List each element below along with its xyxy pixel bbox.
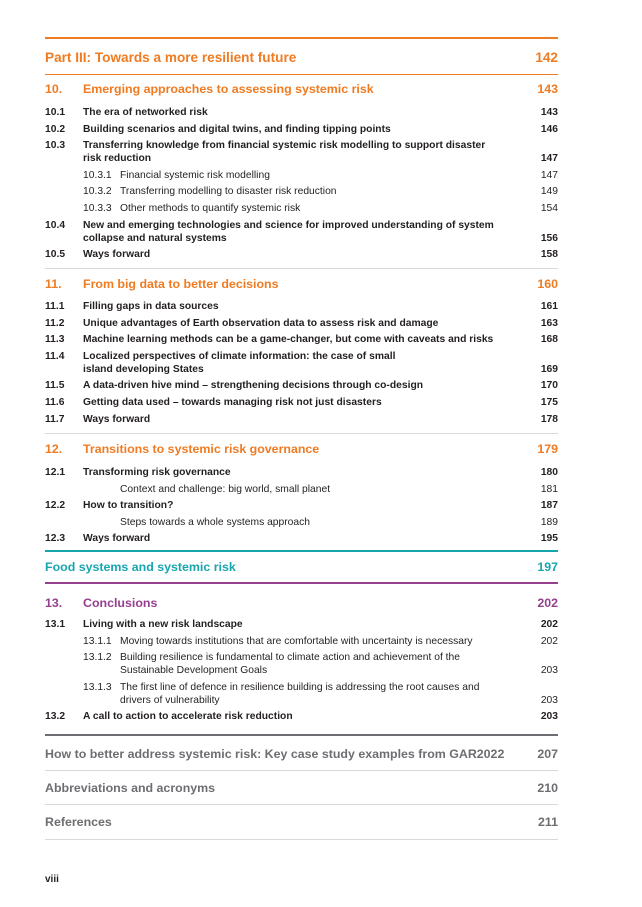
entry-title: Other methods to quantify systemic risk bbox=[120, 202, 301, 214]
food-systems-heading[interactable] bbox=[45, 560, 558, 574]
entry-title: The era of networked risk bbox=[83, 107, 208, 118]
entry-number: 10.3.2 bbox=[83, 186, 112, 198]
back-entry-abbreviations[interactable] bbox=[45, 781, 558, 795]
food-systems-title: Food systems and systemic risk bbox=[45, 560, 236, 574]
entry-page: 170 bbox=[540, 380, 558, 392]
entry-page: 178 bbox=[540, 413, 558, 425]
toc-entry-11-3[interactable] bbox=[45, 333, 558, 346]
chapter-12-list bbox=[45, 466, 558, 549]
chapter-13-page: 202 bbox=[537, 596, 558, 610]
entry-page: 202 bbox=[540, 635, 558, 647]
back-entry-references[interactable] bbox=[45, 815, 558, 829]
toc-entry-11-4[interactable] bbox=[45, 350, 558, 376]
entry-number: 12.3 bbox=[45, 533, 66, 545]
toc-entry-12-2[interactable] bbox=[45, 499, 558, 512]
entry-number: 10.1 bbox=[45, 107, 66, 118]
chapter-13-number: 13. bbox=[45, 596, 63, 610]
divider bbox=[45, 770, 558, 771]
toc-entry-12-1[interactable] bbox=[45, 466, 558, 479]
back-matter-rule bbox=[45, 734, 558, 736]
footer-page-number: viii bbox=[45, 874, 59, 885]
entry-title: Machine learning methods can be a game-changer, but come with caveats and risks bbox=[83, 334, 494, 346]
toc-entry-13-2[interactable] bbox=[45, 710, 558, 723]
chapter-10-number: 10. bbox=[45, 82, 63, 96]
entry-page: 158 bbox=[540, 249, 558, 261]
entry-page: 187 bbox=[540, 500, 558, 512]
entry-title: Transforming risk governance bbox=[83, 467, 231, 478]
divider bbox=[45, 804, 558, 805]
food-systems-page: 197 bbox=[537, 560, 558, 574]
back-entry-case-studies[interactable] bbox=[45, 747, 558, 761]
back-entry-page: 207 bbox=[537, 747, 558, 761]
entry-title: A call to action to accelerate risk reduction bbox=[83, 711, 293, 723]
toc-entry-11-6[interactable] bbox=[45, 396, 558, 409]
entry-title: Steps towards a whole systems approach bbox=[120, 516, 311, 528]
food-bottom-rule bbox=[45, 582, 558, 584]
divider bbox=[45, 839, 558, 840]
entry-title: Filling gaps in data sources bbox=[83, 301, 219, 312]
toc-entry-11-2[interactable] bbox=[45, 317, 558, 330]
entry-number: 10.3.1 bbox=[83, 169, 112, 181]
entry-page: 147 bbox=[540, 169, 558, 181]
entry-page: 147 bbox=[540, 153, 558, 165]
entry-number: 11.5 bbox=[45, 380, 65, 392]
entry-number: 13.1.3 bbox=[83, 681, 112, 693]
entry-page: 169 bbox=[540, 363, 558, 375]
entry-title: A data-driven hive mind – strengthening decisions through co-design bbox=[83, 380, 424, 392]
toc-entry-13-1-1[interactable] bbox=[45, 635, 558, 648]
entry-number: 11.2 bbox=[45, 317, 65, 329]
chapter-12-number: 12. bbox=[45, 442, 63, 456]
entry-number: 10.3.3 bbox=[83, 202, 112, 214]
toc-entry-13-1-2[interactable] bbox=[45, 651, 558, 677]
part3-top-rule bbox=[45, 37, 558, 39]
chapter-10-list bbox=[45, 106, 558, 265]
entry-page: 175 bbox=[540, 396, 558, 408]
entry-page: 180 bbox=[540, 467, 558, 478]
entry-page: 146 bbox=[540, 123, 558, 135]
back-entry-page: 211 bbox=[538, 815, 558, 829]
entry-title: How to transition? bbox=[83, 500, 174, 512]
entry-number: 13.1.2 bbox=[83, 652, 112, 664]
entry-number: 13.1.1 bbox=[83, 635, 112, 647]
chapter-12-page: 179 bbox=[537, 442, 558, 456]
chapter-12-heading[interactable] bbox=[45, 442, 558, 456]
chapter-10-title: Emerging approaches to assessing systemic risk bbox=[83, 82, 374, 96]
toc-entry-10-5[interactable] bbox=[45, 248, 558, 261]
chapter-10-page: 143 bbox=[537, 82, 558, 96]
chapter-13-title: Conclusions bbox=[83, 596, 158, 610]
entry-page: 163 bbox=[540, 317, 558, 329]
entry-number: 13.1 bbox=[45, 619, 66, 630]
chapter-11-list bbox=[45, 300, 558, 429]
entry-page: 154 bbox=[540, 202, 558, 214]
toc-entry-11-5[interactable] bbox=[45, 379, 558, 392]
chapter-11-page: 160 bbox=[537, 277, 558, 291]
entry-page: 143 bbox=[540, 107, 558, 118]
part3-heading[interactable] bbox=[45, 50, 558, 65]
entry-title: Getting data used – towards managing risk not just disasters bbox=[83, 396, 382, 408]
divider bbox=[45, 433, 558, 434]
entry-title: Transferring knowledge from financial systemic risk modelling to support disaster risk reduction bbox=[83, 140, 486, 165]
toc-entry-11-1[interactable] bbox=[45, 300, 558, 313]
entry-number: 11.7 bbox=[45, 413, 65, 425]
back-entry-title: References bbox=[45, 815, 112, 829]
entry-page: 202 bbox=[540, 619, 558, 630]
entry-number: 11.4 bbox=[45, 350, 65, 362]
entry-page: 161 bbox=[540, 301, 558, 312]
divider bbox=[45, 268, 558, 269]
entry-number: 12.1 bbox=[45, 467, 66, 478]
entry-title: Context and challenge: big world, small planet bbox=[120, 483, 331, 495]
entry-title: Unique advantages of Earth observation data to assess risk and damage bbox=[83, 317, 439, 329]
toc-entry-10-3-2[interactable] bbox=[45, 185, 558, 198]
toc-entry-11-7[interactable] bbox=[45, 413, 558, 426]
entry-page: 203 bbox=[540, 711, 558, 723]
toc-entry-10-3-3[interactable] bbox=[45, 202, 558, 215]
toc-entry-10-3-1[interactable] bbox=[45, 169, 558, 182]
chapter-13-heading[interactable] bbox=[45, 596, 558, 610]
entry-title: Living with a new risk landscape bbox=[83, 619, 243, 630]
part3-page: 142 bbox=[535, 50, 558, 65]
entry-title: Building scenarios and digital twins, and finding tipping points bbox=[83, 123, 391, 135]
toc-entry-13-1-3[interactable] bbox=[45, 681, 558, 707]
entry-number: 11.3 bbox=[45, 334, 65, 346]
entry-page: 181 bbox=[540, 483, 558, 495]
chapter-13-list bbox=[45, 618, 558, 727]
entry-number: 10.4 bbox=[45, 219, 66, 231]
back-entry-title: How to better address systemic risk: Key case study examples from GAR2022 bbox=[45, 747, 505, 761]
entry-page: 168 bbox=[540, 334, 558, 346]
entry-number: 10.5 bbox=[45, 249, 66, 261]
entry-number: 11.1 bbox=[45, 301, 65, 312]
entry-title: Financial systemic risk modelling bbox=[120, 169, 270, 181]
entry-title: Transferring modelling to disaster risk reduction bbox=[120, 186, 337, 198]
entry-number: 11.6 bbox=[45, 396, 65, 408]
entry-page: 189 bbox=[540, 516, 558, 528]
entry-title: Ways forward bbox=[83, 533, 151, 545]
toc-entry-10-2[interactable] bbox=[45, 123, 558, 136]
back-entry-page: 210 bbox=[537, 781, 558, 795]
toc-entry-10-3[interactable] bbox=[45, 139, 558, 165]
entry-page: 195 bbox=[540, 533, 558, 545]
toc-entry-12-3[interactable] bbox=[45, 532, 558, 545]
entry-number: 10.3 bbox=[45, 140, 66, 152]
entry-title: Ways forward bbox=[83, 413, 151, 425]
chapter-10-heading[interactable] bbox=[45, 82, 558, 96]
chapter-11-number: 11. bbox=[45, 277, 62, 291]
part3-bottom-rule bbox=[45, 74, 558, 75]
entry-number: 10.2 bbox=[45, 123, 66, 135]
entry-page: 203 bbox=[540, 665, 558, 677]
part3-title: Part III: Towards a more resilient future bbox=[45, 50, 297, 65]
entry-title: New and emerging technologies and science for improved understanding of system collapse and natural systems bbox=[83, 219, 494, 244]
entry-page: 149 bbox=[540, 186, 558, 198]
entry-title: Moving towards institutions that are comfortable with uncertainty is necessary bbox=[120, 635, 473, 647]
back-entry-title: Abbreviations and acronyms bbox=[45, 781, 216, 795]
chapter-11-title: From big data to better decisions bbox=[83, 277, 279, 291]
entry-number: 13.2 bbox=[45, 711, 66, 723]
toc-entry-12-1-sub[interactable] bbox=[45, 483, 558, 496]
entry-title: The first line of defence in resilience building is addressing the root causes and drivers of vulnerability bbox=[120, 681, 480, 706]
entry-page: 203 bbox=[540, 694, 558, 706]
chapter-11-heading[interactable] bbox=[45, 277, 558, 291]
toc-entry-13-1[interactable] bbox=[45, 618, 558, 631]
food-top-rule bbox=[45, 550, 558, 552]
entry-title: Ways forward bbox=[83, 249, 151, 261]
entry-title: Localized perspectives of climate information: the case of small island developing States bbox=[83, 350, 396, 375]
entry-page: 156 bbox=[540, 232, 558, 244]
toc-entry-10-1[interactable] bbox=[45, 106, 558, 119]
toc-entry-10-4[interactable] bbox=[45, 219, 558, 245]
toc-entry-12-2-sub[interactable] bbox=[45, 516, 558, 529]
entry-number: 12.2 bbox=[45, 500, 66, 512]
chapter-12-title: Transitions to systemic risk governance bbox=[83, 442, 320, 456]
entry-title: Building resilience is fundamental to climate action and achievement of the Sustainable Development Goals bbox=[120, 652, 460, 677]
